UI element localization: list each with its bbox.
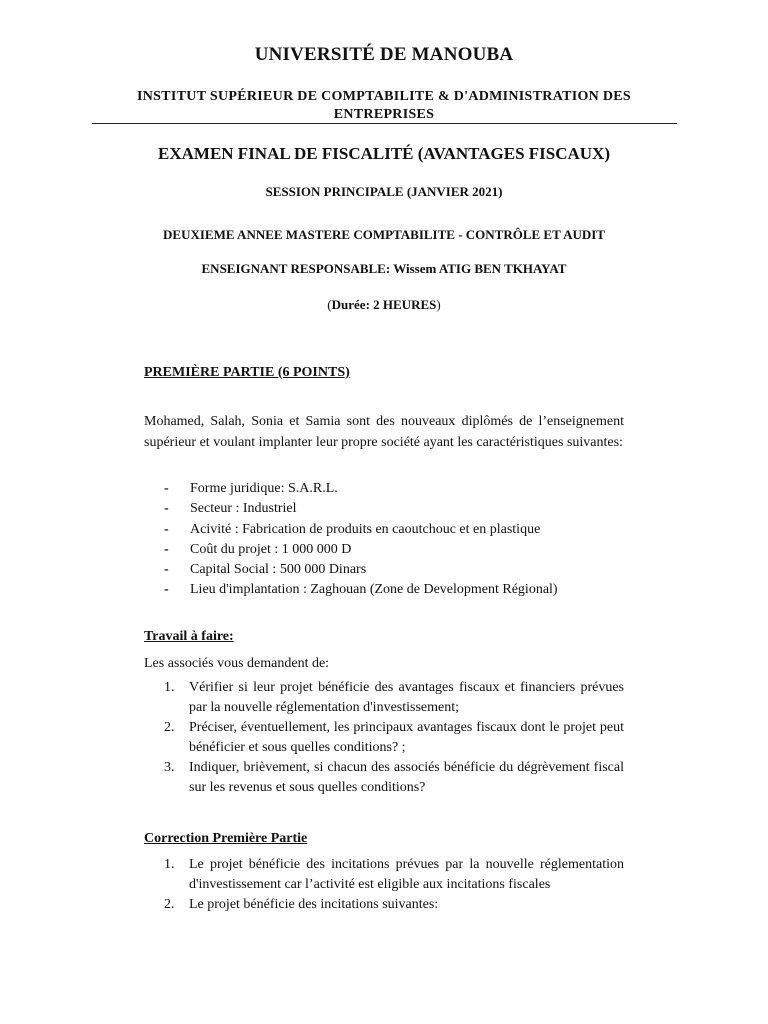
bullet-dash: -	[164, 481, 169, 496]
travail-title: Travail à faire:	[144, 629, 234, 644]
duration-line	[0, 297, 768, 313]
correction-text: Le projet bénéficie des incitations prévues par la nouvelle réglementation d'investissement car l’activité est eligible aux incitations fiscales	[189, 857, 624, 892]
correction-list	[164, 855, 624, 915]
list-item	[164, 855, 624, 895]
duration-close-paren: )	[436, 297, 441, 312]
duration-open-paren: (	[327, 297, 332, 312]
characteristic-text: Coût du projet : 1 000 000 D	[190, 541, 352, 557]
exam-title: EXAMEN FINAL DE FISCALITÉ (AVANTAGES FISCAUX)	[158, 144, 610, 163]
characteristic-text: Secteur : Industriel	[190, 501, 297, 517]
list-item	[164, 560, 634, 580]
header-divider	[92, 123, 677, 124]
list-item	[164, 499, 634, 519]
travail-intro: Les associés vous demandent de:	[144, 656, 330, 671]
correction-text: Le projet bénéficie des incitations suivantes:	[189, 897, 439, 912]
characteristic-text: Capital Social : 500 000 Dinars	[190, 562, 367, 578]
bullet-dash: -	[164, 541, 169, 557]
correction-title: Correction Première Partie	[144, 831, 308, 846]
item-number: 1.	[164, 680, 175, 695]
list-item	[164, 540, 634, 560]
characteristic-text: Lieu d'implantation : Zaghouan (Zone de Development Régional)	[190, 582, 558, 598]
characteristic-text: Acivité : Fabrication de produits en caoutchouc et en plastique	[190, 521, 541, 537]
characteristics-list	[164, 479, 634, 601]
task-text: Vérifier si leur projet bénéficie des avantages fiscaux et financiers prévues par la nouvelle réglementation d'investissement;	[189, 680, 624, 715]
level-line: DEUXIEME ANNEE MASTERE COMPTABILITE - CONTRÔLE ET AUDIT	[163, 227, 605, 242]
tasks-list	[164, 678, 624, 798]
bullet-dash: -	[164, 521, 169, 537]
part1-intro: Mohamed, Salah, Sonia et Samia sont des nouveaux diplômés de l’enseignement supérieur et voulant implanter leur propre société ayant les caractéristiques suivantes:	[144, 414, 624, 450]
item-number: 2.	[164, 897, 175, 912]
university-name: UNIVERSITÉ DE MANOUBA	[254, 44, 514, 65]
duration-text: Durée: 2 HEURES	[331, 297, 437, 312]
bullet-dash: -	[164, 582, 169, 598]
list-item	[164, 580, 634, 600]
list-item	[164, 479, 634, 499]
task-text: Préciser, éventuellement, les principaux avantages fiscaux dont le projet peut bénéficier et sous quelles conditions? ;	[189, 720, 624, 755]
item-number: 2.	[164, 720, 175, 735]
item-number: 3.	[164, 760, 175, 775]
list-item	[164, 758, 624, 798]
bullet-dash: -	[164, 562, 169, 578]
list-item	[164, 678, 624, 718]
list-item	[164, 895, 624, 915]
item-number: 1.	[164, 857, 175, 872]
list-item	[164, 520, 634, 540]
institute-name: INSTITUT SUPÉRIEUR DE COMPTABILITE & D'ADMINISTRATION DES ENTREPRISES	[137, 89, 631, 122]
bullet-dash: -	[164, 501, 169, 517]
list-item	[164, 718, 624, 758]
teacher-line: ENSEIGNANT RESPONSABLE: Wissem ATIG BEN TKHAYAT	[201, 261, 567, 276]
task-text: Indiquer, brièvement, si chacun des associés bénéficie du dégrèvement fiscal sur les revenus et sous quelles conditions?	[189, 760, 624, 795]
session-line: SESSION PRINCIPALE (JANVIER 2021)	[265, 184, 503, 199]
part1-title: PREMIÈRE PARTIE (6 POINTS)	[144, 365, 350, 380]
characteristic-text: Forme juridique: S.A.R.L.	[190, 481, 338, 496]
